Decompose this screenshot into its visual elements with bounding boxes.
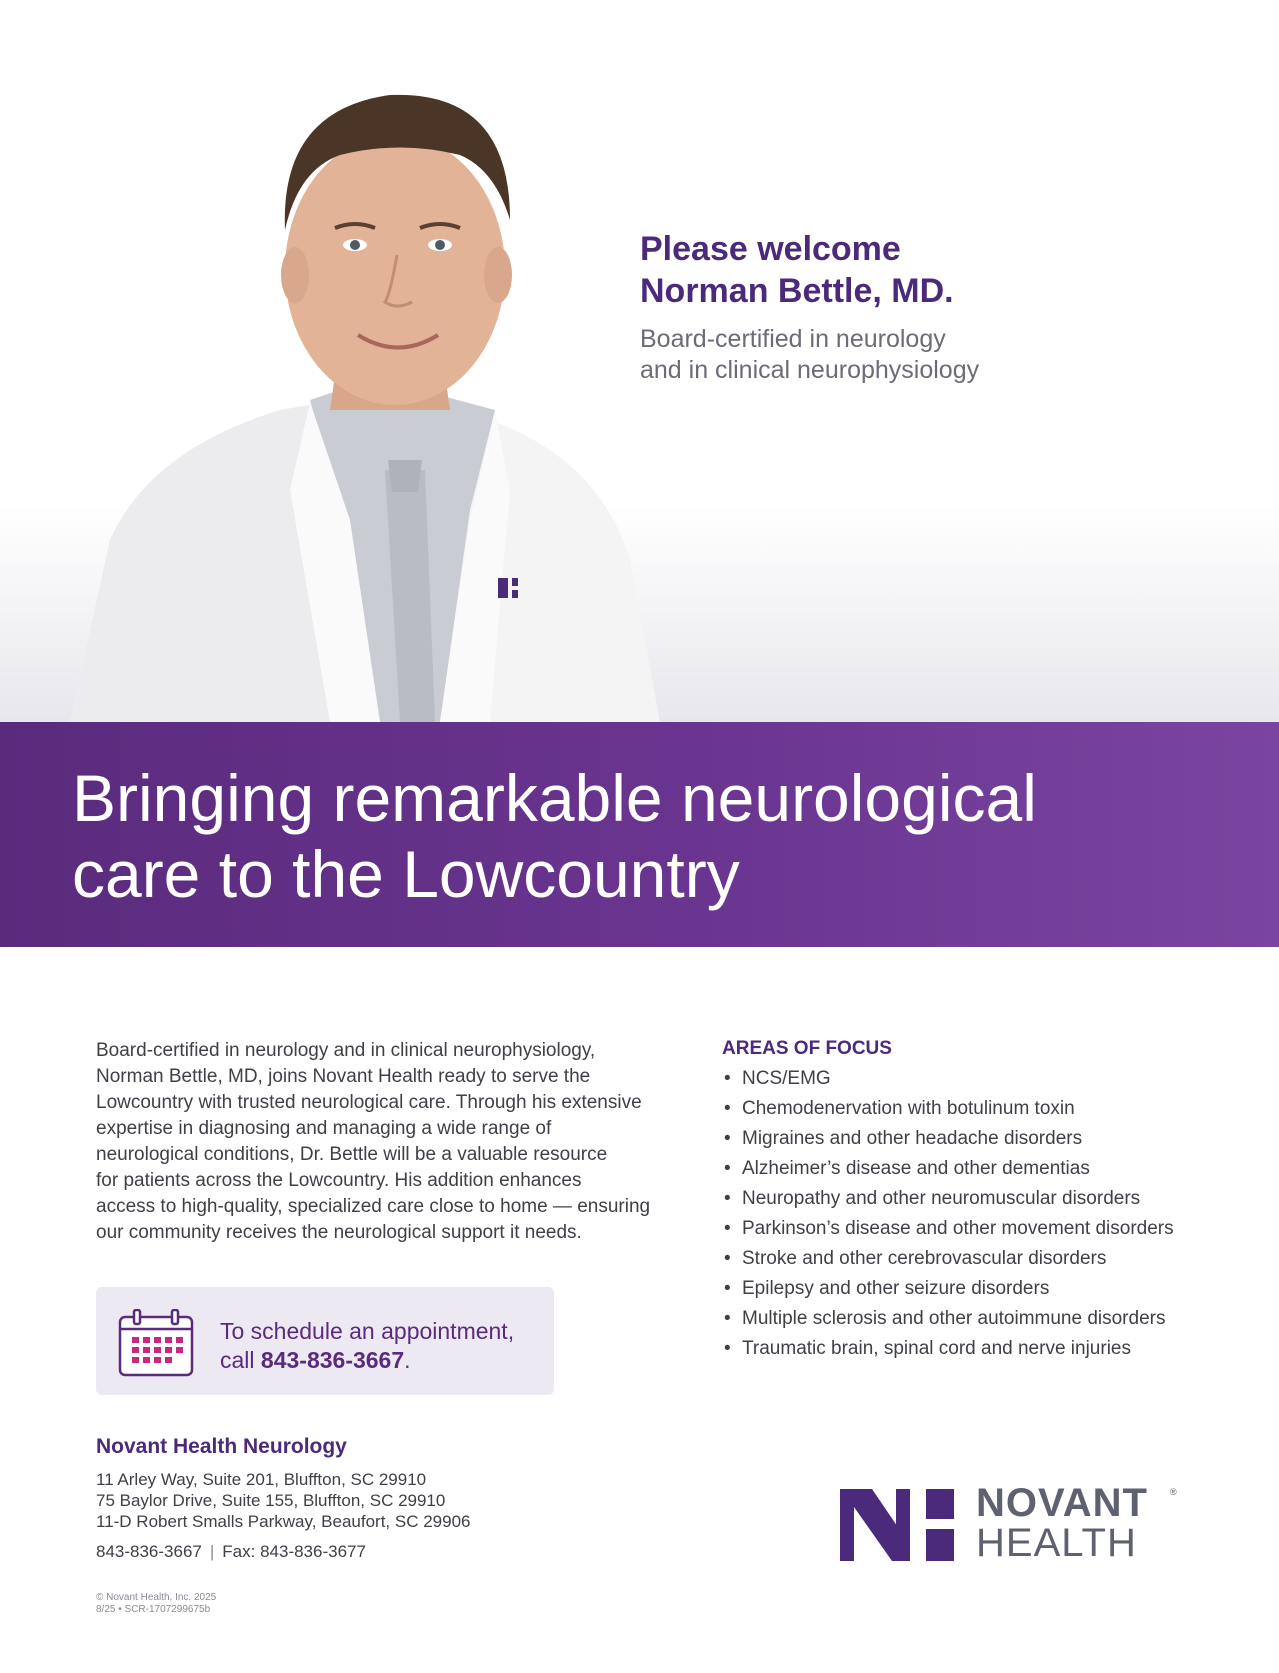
intro-line: access to high-quality, specialized care close to home — ensuring [96, 1196, 651, 1217]
focus-item: • Migraines and other headache disorders [722, 1127, 1192, 1150]
calendar-icon [118, 1309, 194, 1377]
intro-line: expertise in diagnosing and managing a wide range of [96, 1118, 552, 1139]
address-line: 75 Baylor Drive, Suite 155, Bluffton, SC 29910 [96, 1491, 446, 1510]
focus-item: • Multiple sclerosis and other autoimmune disorders [722, 1307, 1192, 1330]
focus-item: • Neuropathy and other neuromuscular disorders [722, 1187, 1192, 1210]
logo-wordmark [976, 1483, 1148, 1563]
photo-area [0, 0, 1279, 722]
headline-line1: Bringing remarkable neurological [72, 761, 1037, 835]
headline-line2: care to the Lowcountry [72, 837, 740, 911]
intro-line: for patients across the Lowcountry. His addition enhances [96, 1170, 582, 1191]
focus-item: • Stroke and other cerebrovascular disorders [722, 1247, 1192, 1270]
focus-heading: AREAS OF FOCUS [722, 1038, 892, 1059]
registered-mark: ® [1170, 1487, 1177, 1497]
intro-paragraph [96, 1038, 706, 1246]
intro-line: Norman Bettle, MD, joins Novant Health ready to serve the [96, 1066, 591, 1087]
practice-name: Novant Health Neurology [96, 1435, 347, 1458]
address-list [96, 1469, 616, 1532]
appointment-line1: To schedule an appointment, [220, 1318, 515, 1344]
focus-item: • Alzheimer’s disease and other dementias [722, 1157, 1192, 1180]
logo-word-novant: NOVANT [976, 1481, 1148, 1525]
intro-line: neurological conditions, Dr. Bettle will be a valuable resource [96, 1144, 608, 1165]
phone-fax-line [96, 1542, 366, 1562]
welcome-sub-line1: Board-certified in neurology [640, 325, 946, 353]
phone-separator: | [209, 1542, 215, 1561]
headline [72, 760, 1222, 912]
appointment-phone-link[interactable]: 843-836-3667 [260, 1347, 405, 1373]
doctor-name: Norman Bettle, MD. [640, 272, 954, 310]
practice-phone[interactable]: 843-836-3667 [96, 1542, 202, 1561]
focus-item: • NCS/EMG [722, 1067, 1192, 1090]
legal-footer [96, 1592, 216, 1616]
welcome-sub-line2: and in clinical neurophysiology [640, 356, 980, 384]
welcome-heading [640, 228, 1200, 312]
appointment-period: . [404, 1347, 411, 1373]
appointment-callout [96, 1287, 554, 1395]
appointment-text [220, 1317, 550, 1375]
focus-item: • Epilepsy and other seizure disorders [722, 1277, 1192, 1300]
practice-fax: Fax: 843-836-3677 [222, 1542, 366, 1561]
intro-line: Lowcountry with trusted neurological care. Through his extensive [96, 1092, 642, 1113]
focus-list [722, 1067, 1192, 1367]
focus-item: • Parkinson’s disease and other movement disorders [722, 1217, 1192, 1240]
logo-word-health: HEALTH [976, 1521, 1137, 1565]
address-line: 11 Arley Way, Suite 201, Bluffton, SC 29910 [96, 1470, 427, 1489]
welcome-block [640, 228, 1200, 386]
intro-line: our community receives the neurological support it needs. [96, 1222, 582, 1243]
doctor-portrait [40, 40, 680, 722]
welcome-line1: Please welcome [640, 230, 901, 268]
focus-item: • Chemodenervation with botulinum toxin [722, 1097, 1192, 1120]
appointment-call: call [220, 1347, 261, 1373]
intro-line: Board-certified in neurology and in clinical neurophysiology, [96, 1040, 596, 1061]
welcome-subtitle [640, 324, 1200, 386]
focus-item: • Traumatic brain, spinal cord and nerve injuries [722, 1337, 1192, 1360]
copyright: © Novant Health, Inc. 2025 [96, 1592, 217, 1603]
address-line: 11-D Robert Smalls Parkway, Beaufort, SC 29906 [96, 1512, 471, 1531]
form-code: 8/25 • SCR-1707299675b [96, 1604, 211, 1615]
